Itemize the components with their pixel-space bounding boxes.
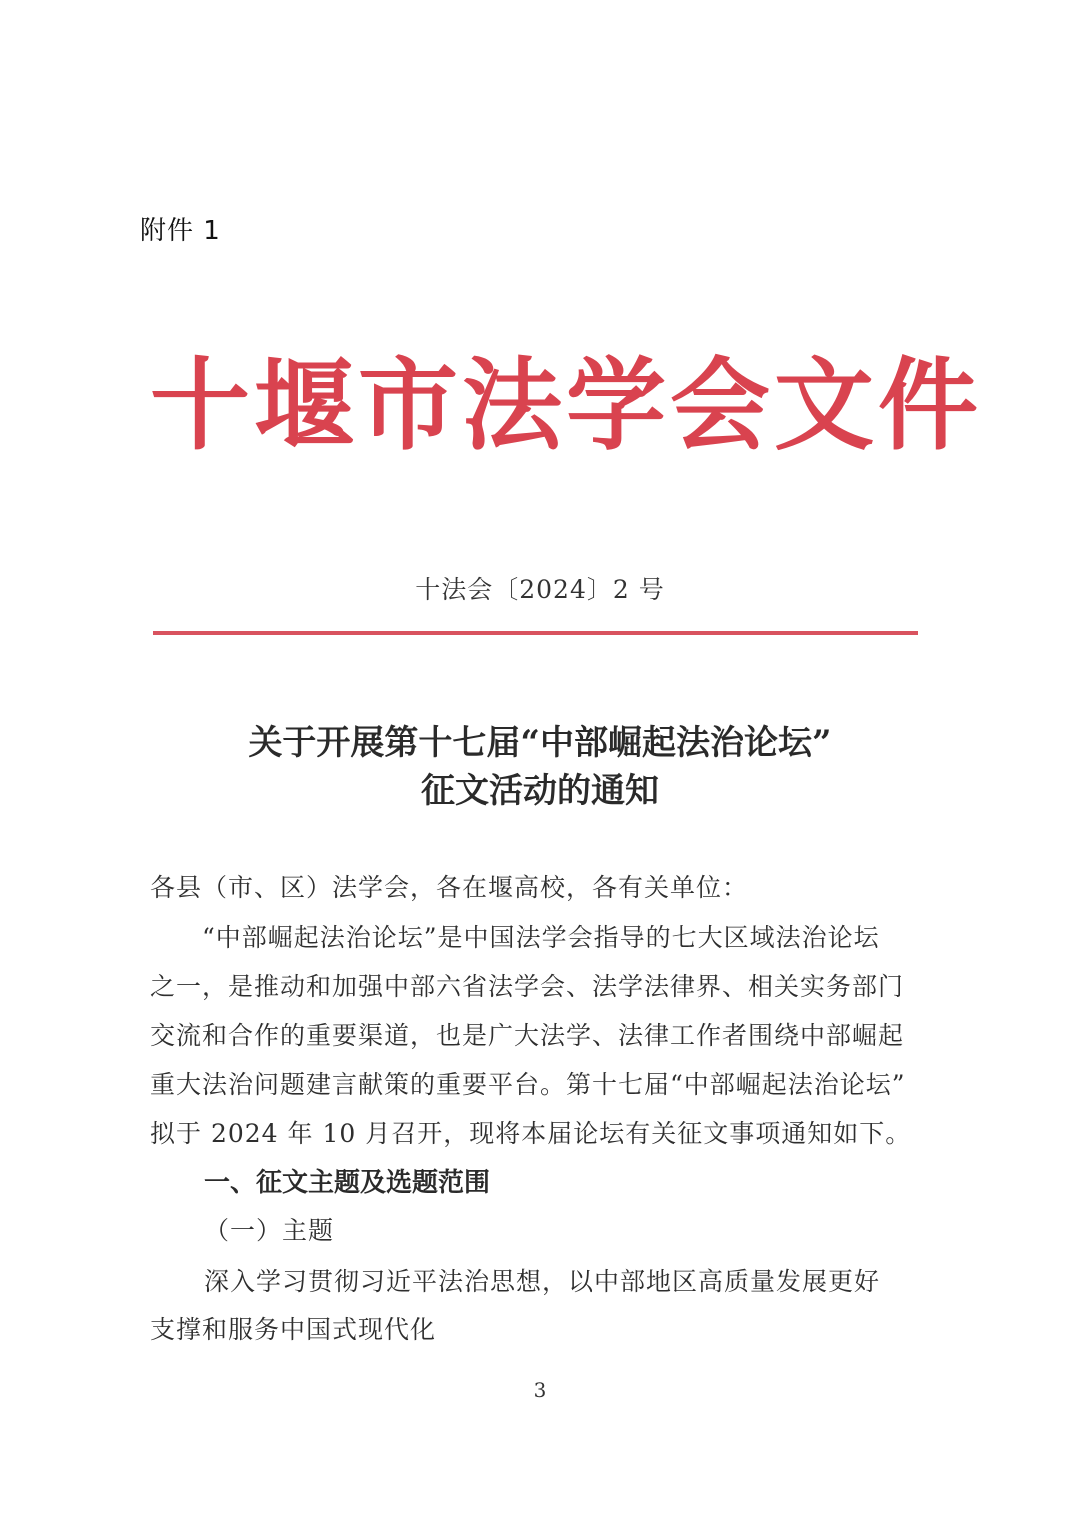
paragraph-line: 交流和合作的重要渠道，也是广大法学、法律工作者围绕中部崛起 (150, 1021, 905, 1050)
paragraph-line: “中部崛起法治论坛”是中国法学会指导的七大区域法治论坛 (202, 923, 880, 952)
document-number: 十法会〔2024〕2 号 (415, 575, 665, 604)
notice-title-line-1: 关于开展第十七届“中部崛起法治论坛” (248, 723, 832, 763)
notice-title-line-2: 征文活动的通知 (421, 771, 659, 811)
paragraph-line: 拟于 2024 年 10 月召开，现将本届论坛有关征文事项通知如下。 (150, 1119, 912, 1148)
attachment-label: 附件 1 (140, 216, 221, 246)
paragraph-line: 之一，是推动和加强中部六省法学会、法学法律界、相关实务部门 (150, 972, 905, 1001)
subsection-heading: （一）主题 (204, 1216, 335, 1245)
masthead-title: 十堰市法学会文件 (150, 346, 982, 464)
theme-paragraph-line: 支撑和服务中国式现代化 (150, 1315, 437, 1344)
paragraph-line: 重大法治问题建言献策的重要平台。第十七届“中部崛起法治论坛” (150, 1070, 906, 1099)
salutation: 各县（市、区）法学会，各在堰高校，各有关单位： (150, 873, 749, 902)
page-number: 3 (533, 1378, 547, 1402)
red-divider-rule (153, 631, 918, 635)
section-heading: 一、征文主题及选题范围 (204, 1168, 491, 1198)
theme-paragraph-line: 深入学习贯彻习近平法治思想，以中部地区高质量发展更好 (204, 1267, 881, 1296)
